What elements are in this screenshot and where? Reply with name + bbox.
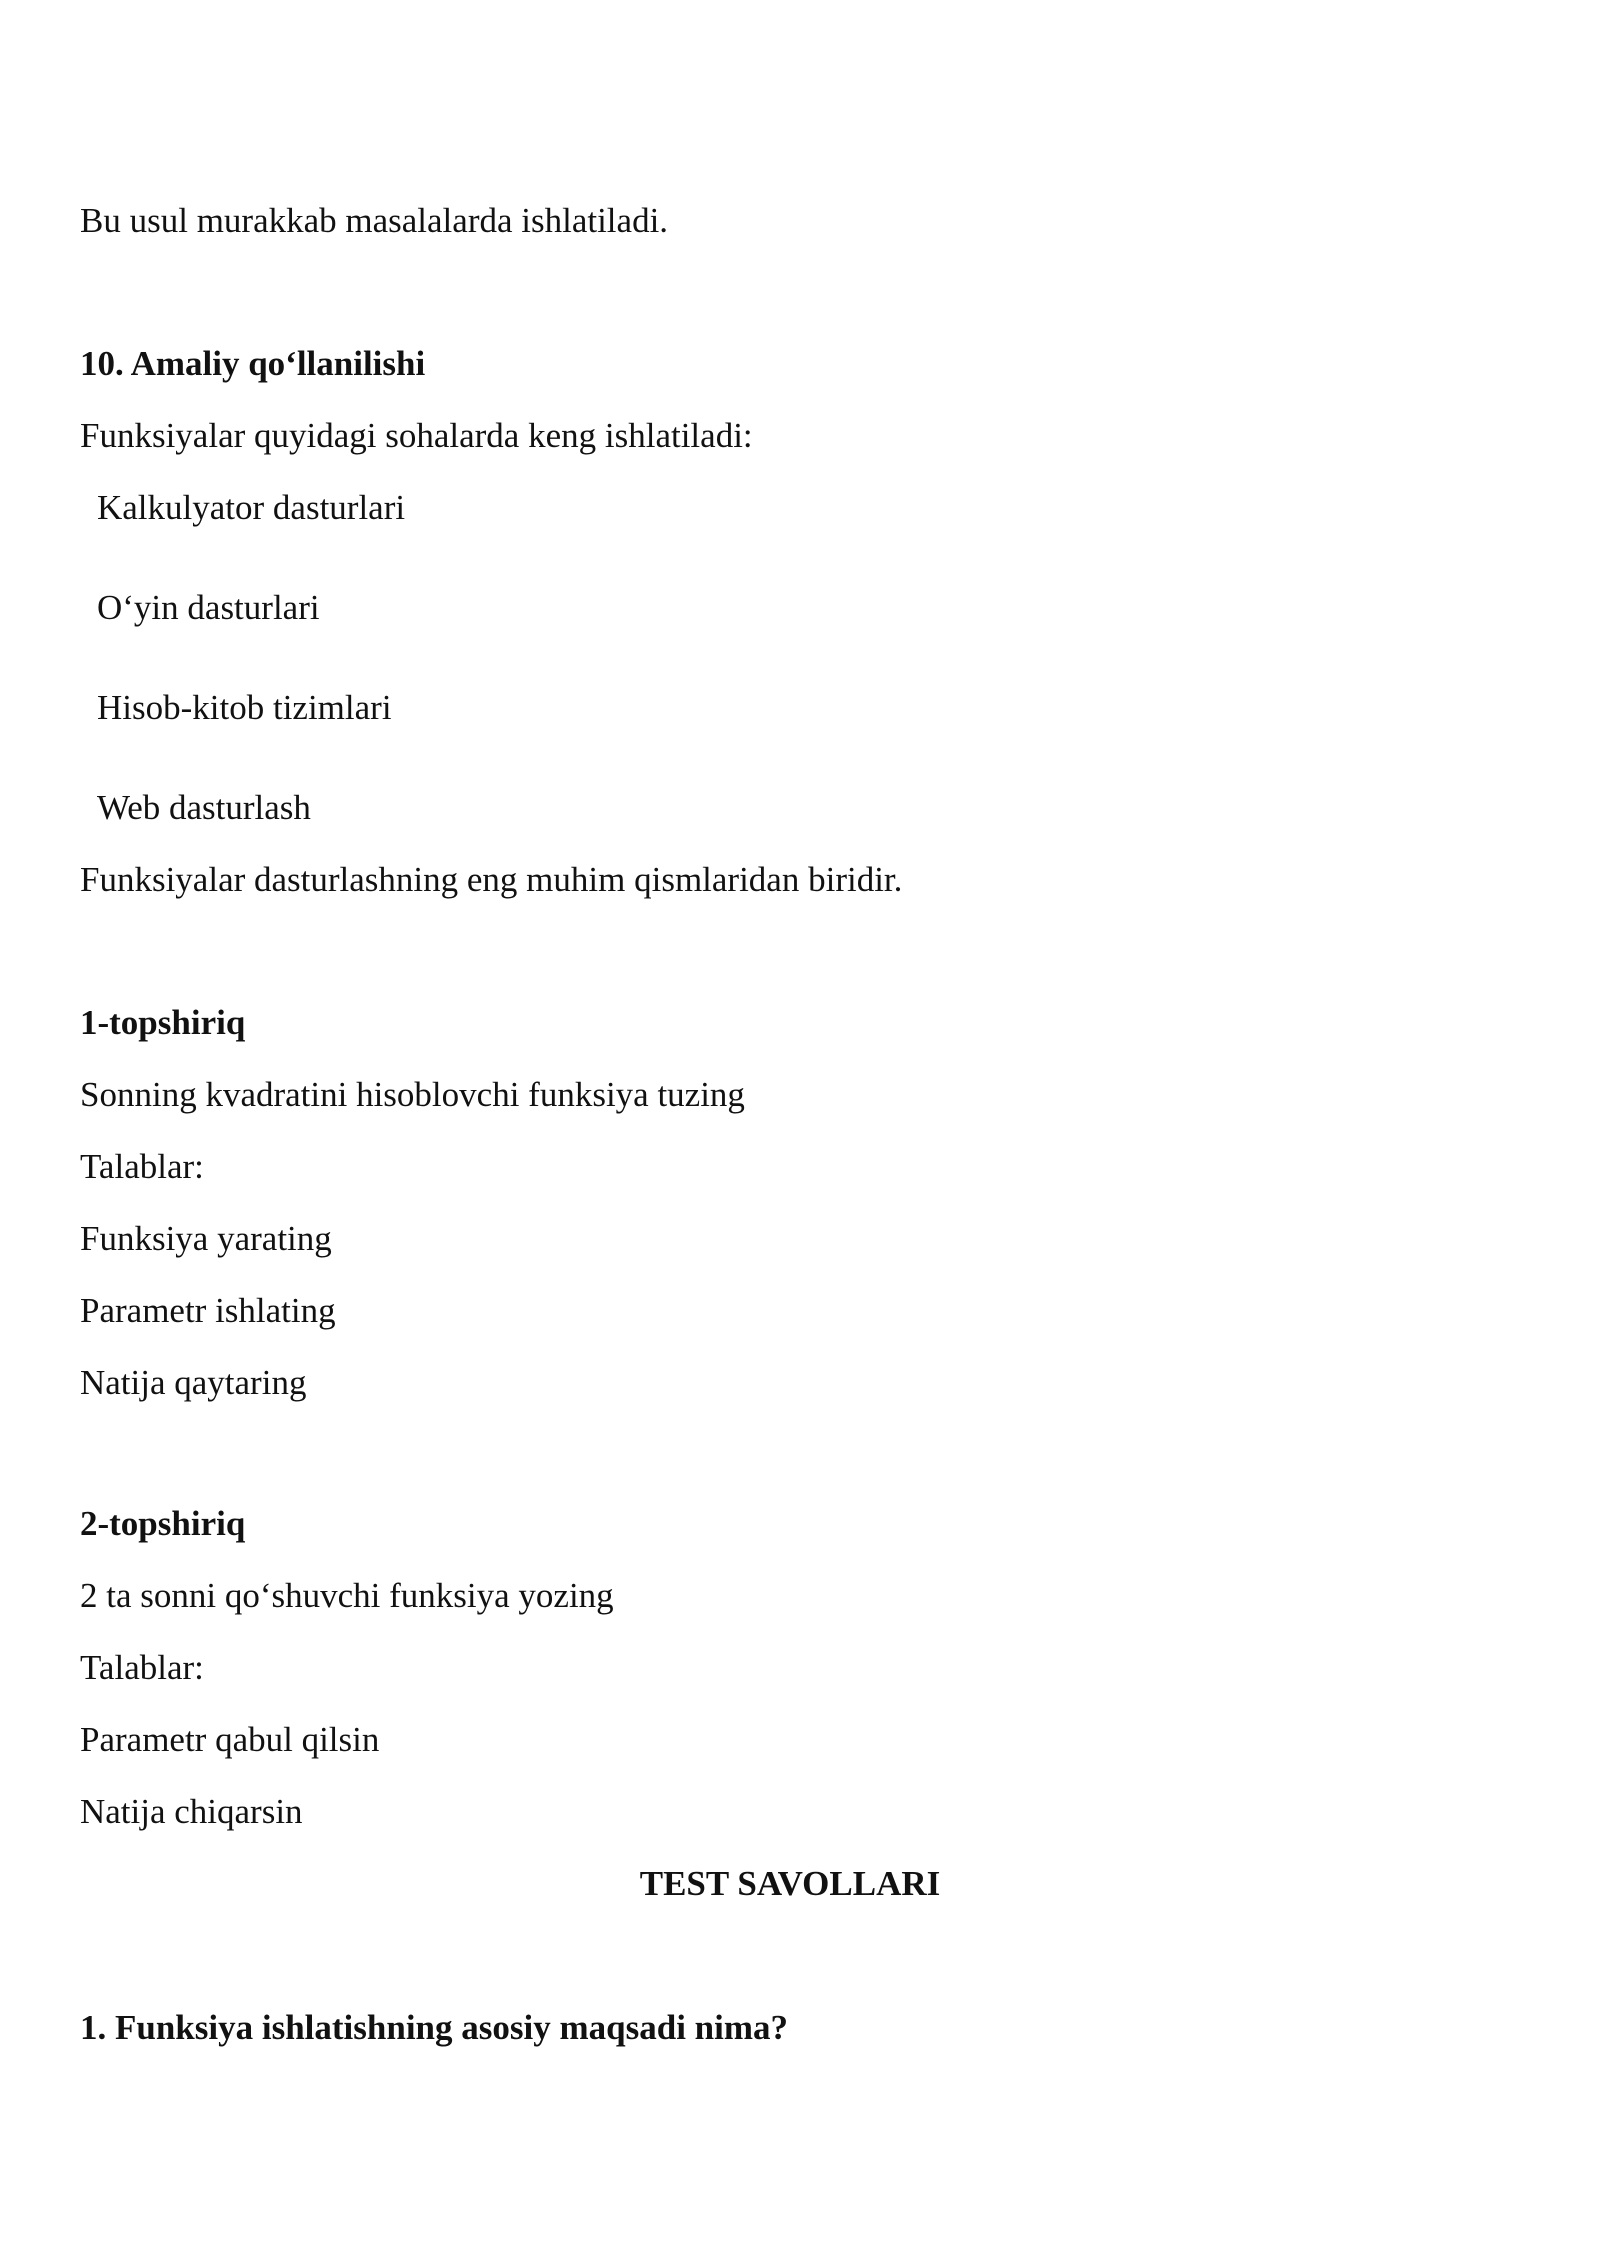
section-10-heading: 10. Amaliy qo‘llanilishi (80, 344, 426, 383)
list-item: Parametr ishlating (80, 1291, 336, 1330)
list-item: Parametr qabul qilsin (80, 1720, 380, 1759)
list-item: Hisob-kitob tizimlari (97, 688, 392, 727)
task-1-description: Sonning kvadratini hisoblovchi funksiya tuzing (80, 1075, 745, 1114)
intro-paragraph: Bu usul murakkab masalalarda ishlatiladi. (80, 201, 669, 240)
list-item: Natija qaytaring (80, 1363, 307, 1402)
list-item: Natija chiqarsin (80, 1792, 303, 1831)
list-item: O‘yin dasturlari (97, 588, 320, 627)
test-section-title: TEST SAVOLLARI (639, 1864, 941, 1903)
task-2-requirements-label: Talablar: (80, 1648, 204, 1687)
task-2-description: 2 ta sonni qo‘shuvchi funksiya yozing (80, 1576, 614, 1615)
section-10-lead: Funksiyalar quyidagi sohalarda keng ishlatiladi: (80, 416, 753, 455)
list-item: Funksiya yarating (80, 1219, 332, 1258)
list-item: Kalkulyator dasturlari (97, 488, 406, 527)
section-10-conclusion: Funksiyalar dasturlashning eng muhim qismlaridan biridir. (80, 860, 903, 899)
list-item: Web dasturlash (97, 788, 311, 827)
test-question: 1. Funksiya ishlatishning asosiy maqsadi nima? (80, 2008, 789, 2047)
task-2-heading: 2-topshiriq (80, 1504, 246, 1543)
task-1-requirements-label: Talablar: (80, 1147, 204, 1186)
task-1-heading: 1-topshiriq (80, 1003, 246, 1042)
